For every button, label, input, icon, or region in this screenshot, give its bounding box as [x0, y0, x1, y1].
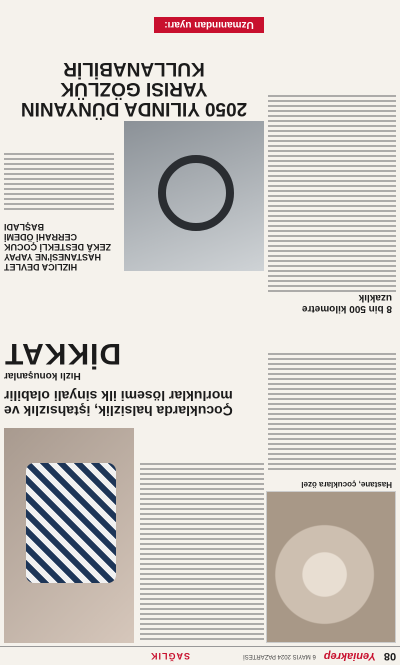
page-header [0, 646, 400, 665]
eye-exam-photo [124, 121, 264, 271]
left-body-text-2 [268, 92, 396, 295]
child-photo [4, 428, 134, 643]
hospital-body-text [4, 150, 114, 213]
expert-warning-banner: Uzmanından uyarı: [154, 17, 264, 33]
issue-date: 6 MAYIS 2024 PAZARTESİ [243, 653, 316, 659]
dikkat-block [4, 336, 121, 381]
newspaper-logo: Yeniakrep [323, 650, 376, 662]
eye-photo [266, 491, 396, 643]
glasses-headline: 2050 YILINDA DÜNYANIN YARISI GÖZLÜK KULLANABİLİR [20, 58, 248, 119]
left-body-text [268, 350, 396, 473]
hospital-headline: HIZLICA DEVLET HASTANESİ'NE YAPAY ZEKÂ DESTEKLİ ÇOCUK CERRAHİ ÖDEMİ BAŞLADI [4, 222, 112, 272]
page-number: 08 [383, 650, 397, 662]
dikkat-word: DİKKAT [4, 337, 122, 370]
dikkat-kicker: Hızlı konuşanlar [4, 370, 81, 381]
right-subhead-1: Hastane, çocuklara özel [301, 480, 392, 489]
child-body-text [140, 460, 264, 643]
distance-subhead: 8 bin 500 kilometre uzaklık [301, 292, 392, 314]
section-title: SAĞLIK [150, 651, 191, 661]
left-column [268, 3, 396, 643]
child-headline: Çocuklarda halsizlik, iştahsızlık ve morluklar lösemi ilk sinyali olabilir [4, 387, 233, 419]
main-area [4, 3, 264, 643]
